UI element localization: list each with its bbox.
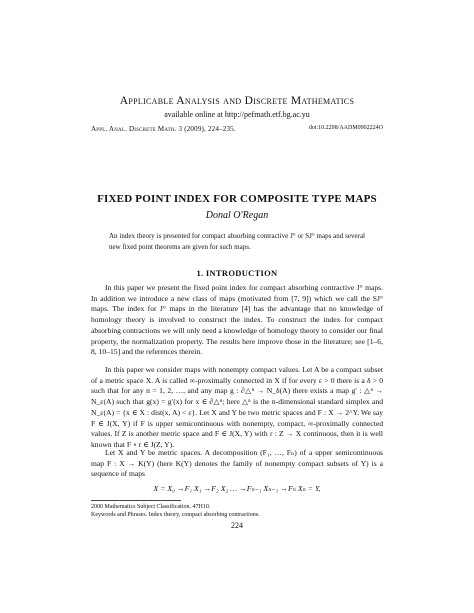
keywords-footnote: Keywords and Phrases. Index theory, compact absorbing contractions. [91,512,260,519]
journal-name: Applicable Analysis and Discrete Mathematics [119,95,355,107]
decomposition-equation: X = X₀ →F₁ X₁ →F₂ X₂ … →Fₙ₋₁ Xₙ₋₁ →Fₙ Xₙ = Y, [153,484,321,493]
journal-online-url: available online at http://pefmath.etf.bg.ac.yu [164,110,310,119]
footnotes [91,503,383,520]
author: Donal O'Regan [205,210,269,221]
abstract: An index theory is presented for compact absorbing contractive J° or SJ° maps and several new fixed point theorems are given for such maps. [109,232,365,251]
doi: doi:10.2298/AADM0902224O [308,125,383,131]
section-heading: 1. INTRODUCTION [196,268,278,278]
paragraph-text: Let X and Y be metric spaces. A decomposition (F₁, …, Fₙ) of a upper semicontinuous map F : X → K(Y) (here K(Y) denotes the family of nonempty compact subsets of Y) is a sequence of maps [91,448,383,479]
paper-title: FIXED POINT INDEX FOR COMPOSITE TYPE MAPS [97,193,377,205]
footnote-rule [91,500,181,501]
paragraph-text: In this paper we consider maps with nonempty compact values. Let A be a compact subset of a metric space X. A is called ∞-proximally connected in X if for every ε > 0 there is a δ > 0 such that for any n = 1, 2, …, and any map g : ∂△ⁿ → N_δ(A) there exists a map g′ : △ⁿ → N_ε(A) such that g(x) = g′(x) for x ∈ ∂△ⁿ; here △ⁿ is the n-dimensional standard simplex and N_ε(A) = {x ∈ X : dist(x, A) < ε}. Let X and Y be two metric spaces and F : X → 2^Y. We say F ∈ J(X, Y) if F is upper semicontinuous with nonempty, compact, ∞-proximally connected values. If Z is another metric space and F ∈ J(X, Y) with r : Z → X continuous, then it is well known that F ∘ r ∈ J(Z, Y). [91,365,383,449]
msc-footnote: 2000 Mathematics Subject Classification. 47H10. [91,504,211,510]
citation: Appl. Anal. Discrete Math. 3 (2009), 224–235. [91,125,236,133]
paragraph-1 [91,283,383,358]
page-number: 224 [231,521,243,530]
citation-row [91,125,383,133]
paragraph-2 [91,365,383,451]
paragraph-3 [91,448,383,480]
paragraph-text: In this paper we present the fixed point index for compact absorbing contractive J° maps. In addition we introduce a new class of maps (motivated from [7, 9]) which we call the SJ° maps. The index for J° maps in the literature [4] has the advantage that no knowledge of homology theory is involved to construct the index. To construct the index for compact absorbing contractions we will only need a knowledge of homology theory to consider our final property, the normalization property. The results here improve those in the literature; see [1–6, 8, 10–15] and the references therein. [91,283,383,357]
